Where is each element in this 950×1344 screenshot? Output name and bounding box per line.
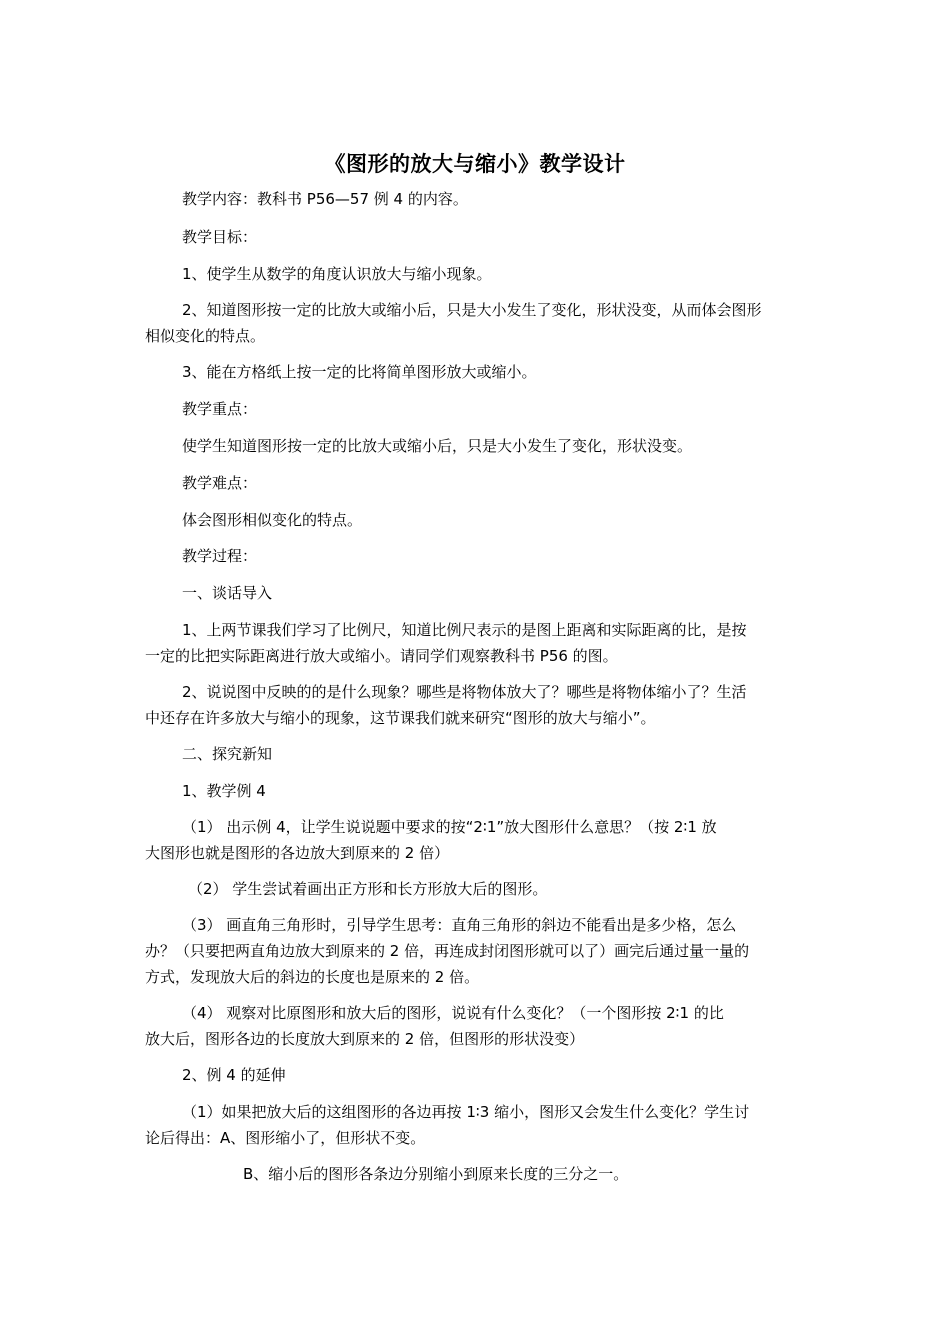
extension-1-line-1: （1）如果把放大后的这组图形的各边再按 1∶3 缩小，图形又会发生什么变化？学生讨 bbox=[182, 1103, 750, 1121]
teaching-goals-heading: 教学目标： bbox=[182, 228, 258, 246]
section-1-heading: 一、谈话导入 bbox=[182, 584, 273, 602]
teaching-content-line: 教学内容：教科书 P56—57 例 4 的内容。 bbox=[182, 190, 468, 208]
intro-1-line-1: 1、上两节课我们学习了比例尺，知道比例尺表示的是图上距离和实际距离的比，是按 bbox=[182, 621, 747, 639]
step-3-line-1: （3） 画直角三角形时，引导学生思考：直角三角形的斜边不能看出是多少格，怎么 bbox=[182, 916, 737, 934]
section-2-heading: 二、探究新知 bbox=[182, 745, 273, 763]
goal-3: 3、能在方格纸上按一定的比将简单图形放大或缩小。 bbox=[182, 363, 537, 381]
goal-2-line-1: 2、知道图形按一定的比放大或缩小后，只是大小发生了变化，形状没变，从而体会图形 bbox=[182, 301, 762, 319]
document-title: 《图形的放大与缩小》教学设计 bbox=[324, 152, 626, 176]
extension-1-line-2: 论后得出：A、图形缩小了，但形状不变。 bbox=[145, 1129, 426, 1147]
intro-2-line-2: 中还存在许多放大与缩小的现象，这节课我们就来研究“图形的放大与缩小”。 bbox=[145, 709, 656, 727]
step-4-line-2: 放大后，图形各边的长度放大到原来的 2 倍，但图形的形状没变） bbox=[145, 1030, 585, 1048]
key-points-text: 使学生知道图形按一定的比放大或缩小后，只是大小发生了变化，形状没变。 bbox=[182, 437, 693, 455]
goal-2-line-2: 相似变化的特点。 bbox=[145, 327, 266, 345]
goal-1: 1、使学生从数学的角度认识放大与缩小现象。 bbox=[182, 265, 492, 283]
step-1-line-2: 大图形也就是图形的各边放大到原来的 2 倍） bbox=[145, 844, 450, 862]
step-1-line-1: （1） 出示例 4，让学生说说题中要求的按“2∶1”放大图形什么意思？（按 2∶1 放 bbox=[182, 818, 717, 836]
process-heading: 教学过程： bbox=[182, 547, 258, 565]
key-points-heading: 教学重点： bbox=[182, 400, 258, 418]
extension-1-point-b: B、缩小后的图形各条边分别缩小到原来长度的三分之一。 bbox=[243, 1165, 629, 1183]
example-4-heading: 1、教学例 4 bbox=[182, 782, 266, 800]
intro-2-line-1: 2、说说图中反映的的是什么现象？哪些是将物体放大了？哪些是将物体缩小了？生活 bbox=[182, 683, 747, 701]
difficulties-text: 体会图形相似变化的特点。 bbox=[182, 511, 363, 529]
step-2: （2） 学生尝试着画出正方形和长方形放大后的图形。 bbox=[188, 880, 548, 898]
step-3-line-3: 方式，发现放大后的斜边的长度也是原来的 2 倍。 bbox=[145, 968, 480, 986]
step-4-line-1: （4） 观察对比原图形和放大后的图形，说说有什么变化？（一个图形按 2∶1 的比 bbox=[182, 1004, 724, 1022]
extension-heading: 2、例 4 的延伸 bbox=[182, 1066, 286, 1084]
intro-1-line-2: 一定的比把实际距离进行放大或缩小。请同学们观察教科书 P56 的图。 bbox=[145, 647, 618, 665]
difficulties-heading: 教学难点： bbox=[182, 474, 258, 492]
step-3-line-2: 办？（只要把两直角边放大到原来的 2 倍，再连成封闭图形就可以了）画完后通过量一量的 bbox=[145, 942, 750, 960]
